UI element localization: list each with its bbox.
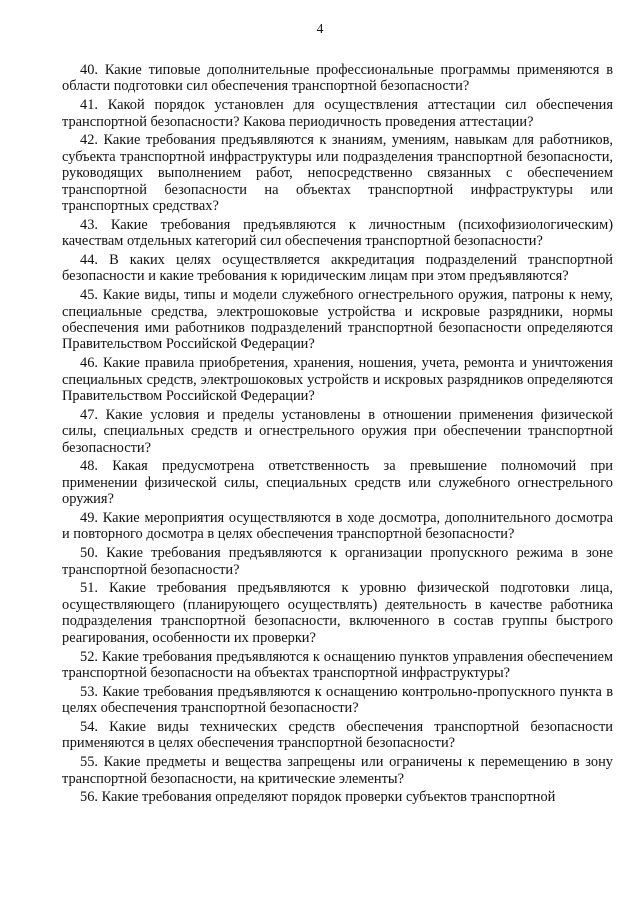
page-number: 4 xyxy=(316,21,324,36)
question-50: 50. Какие требования предъявляются к организации пропускного режима в зоне транспортной безопасности? xyxy=(62,545,613,578)
question-41: 41. Какой порядок установлен для осуществления аттестации сил обеспечения транспортной безопасности? Какова периодичность проведения аттестации? xyxy=(62,97,613,130)
question-47: 47. Какие условия и пределы установлены в отношении применения физической силы, специальных средств и огнестрельного оружия при обеспечении транспортной безопасности? xyxy=(62,406,613,456)
question-52: 52. Какие требования предъявляются к оснащению пунктов управления обеспечением транспортной безопасности на объектах транспортной инфраструктуры? xyxy=(62,648,613,681)
question-49: 49. Какие мероприятия осуществляются в ходе досмотра, дополнительного досмотра и повторного досмотра в целях обеспечения транспортной безопасности? xyxy=(62,510,613,543)
question-44: 44. В каких целях осуществляется аккредитация подразделений транспортной безопасности и какие требования к юридическим лицам при этом предъявляются? xyxy=(62,252,613,285)
question-46: 46. Какие правила приобретения, хранения, ношения, учета, ремонта и уничтожения специальных средств, электрошоковых устройств и искровых разрядников определяются Правительством Российской Федерации? xyxy=(62,355,613,405)
question-51: 51. Какие требования предъявляются к уровню физической подготовки лица, осуществляющего (планирующего осуществлять) деятельность в качестве работника подразделения транспортной безопасности, включенного в состав группы быстрого реагирования, особенности их проверки? xyxy=(62,580,613,646)
question-43: 43. Какие требования предъявляются к личностным (психофизиологическим) качествам отдельных категорий сил обеспечения транспортной безопасности? xyxy=(62,216,613,250)
question-56: 56. Какие требования определяют порядок проверки субъектов транспортной xyxy=(80,789,556,806)
question-list xyxy=(62,62,613,806)
question-40: 40. Какие типовые дополнительные профессиональные программы применяются в области подготовки сил обеспечения транспортной безопасности? xyxy=(62,62,613,95)
question-53: 53. Какие требования предъявляются к оснащению контрольно-пропускного пункта в целях обеспечения транспортной безопасности? xyxy=(62,683,613,717)
question-54: 54. Какие виды технических средств обеспечения транспортной безопасности применяются в целях обеспечения транспортной безопасности? xyxy=(62,718,613,752)
question-45: 45. Какие виды, типы и модели служебного огнестрельного оружия, патроны к нему, специальные средства, электрошоковые устройства и искровые разрядники, нормы обеспечения ими работников подразделений транспортной безопасности определяются Правительством Российской Федерации? xyxy=(62,287,613,353)
question-55: 55. Какие предметы и вещества запрещены или ограничены к перемещению в зону транспортной безопасности, на критические элементы? xyxy=(62,754,613,787)
question-48: 48. Какая предусмотрена ответственность за превышение полномочий при применении физической силы, специальных средств или служебного огнестрельного оружия? xyxy=(62,458,613,508)
question-42: 42. Какие требования предъявляются к знаниям, умениям, навыкам для работников, субъекта транспортной инфраструктуры или подразделения транспортной безопасности, руководящих выполнением работ, непосредственно связанных с обеспечением транспортной безопасности на объектах транспортной инфраструктуры или транспортных средствах? xyxy=(62,132,613,215)
